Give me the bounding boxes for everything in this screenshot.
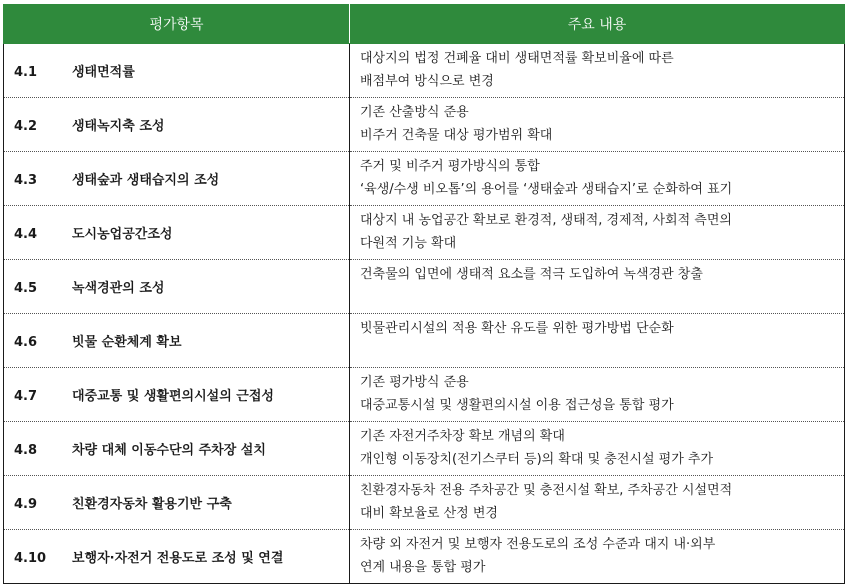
item-title: 생태면적률 [72,65,135,80]
main-content-cell [350,422,845,476]
evaluation-item-cell [4,206,350,260]
item-title: 보행자·자전거 전용도로 조성 및 연결 [72,551,284,566]
content-line: 대중교통시설 및 생활편의시설 이용 접근성을 통합 평가 [360,398,674,413]
content-line: 연계 내용을 통합 평가 [360,560,486,575]
main-content-cell [350,314,845,368]
item-number: 4.3 [14,173,38,188]
evaluation-item-cell [4,44,350,98]
content-line: 차량 외 자전거 및 보행자 전용도로의 조성 수준과 대지 내·외부 [360,537,716,552]
evaluation-item-cell [4,314,350,368]
table-row [4,152,845,206]
content-line: 친환경자동차 전용 주차공간 및 충전시설 확보, 주차공간 시설면적 [360,483,733,498]
item-number: 4.2 [14,119,38,134]
content-line: 주거 및 비주거 평가방식의 통합 [360,159,540,174]
evaluation-item-cell [4,476,350,530]
evaluation-item-cell [4,530,350,584]
content-line: 배점부여 방식으로 변경 [360,74,494,89]
table-row [4,314,845,368]
item-title: 빗물 순환체계 확보 [72,335,182,350]
content-line: 대상지 내 농업공간 확보로 환경적, 생태적, 경제적, 사회적 측면의 [360,213,732,228]
table-row [4,530,845,584]
content-line: 대비 확보율로 산정 변경 [360,506,498,521]
evaluation-table [3,4,845,584]
evaluation-item-cell [4,98,350,152]
content-line: ‘육생/수생 비오톱’의 용어를 ‘생태숲과 생태습지’로 순화하여 표기 [360,182,733,197]
item-number: 4.10 [14,551,47,566]
item-number: 4.7 [14,389,38,404]
item-number: 4.1 [14,65,38,80]
main-content-cell [350,152,845,206]
table-row [4,422,845,476]
content-line: 기존 자전거주차장 확보 개념의 확대 [360,429,565,444]
main-content-cell [350,260,845,314]
item-title: 도시농업공간조성 [72,227,173,242]
item-number: 4.4 [14,227,38,242]
header-evaluation-item: 평가항목 [4,5,350,44]
header-row [4,5,845,44]
evaluation-item-cell [4,368,350,422]
main-content-cell [350,368,845,422]
main-content-cell [350,44,845,98]
content-line: 개인형 이동장치(전기스쿠터 등)의 확대 및 충전시설 평가 추가 [360,452,714,467]
table-row [4,206,845,260]
table-row [4,476,845,530]
table-row [4,368,845,422]
table-row [4,260,845,314]
item-number: 4.9 [14,497,38,512]
content-line: 대상지의 법정 건폐율 대비 생태면적률 확보비율에 따른 [360,51,674,66]
item-number: 4.8 [14,443,38,458]
item-title: 생태녹지축 조성 [72,119,165,134]
table-row [4,98,845,152]
item-title: 생태숲과 생태습지의 조성 [72,173,220,188]
item-title: 녹색경관의 조성 [72,281,165,296]
item-title: 차량 대체 이동수단의 주차장 설치 [72,443,266,458]
main-content-cell [350,476,845,530]
evaluation-item-cell [4,152,350,206]
content-line: 건축물의 입면에 생태적 요소를 적극 도입하여 녹색경관 창출 [360,267,703,282]
table-row [4,44,845,98]
item-title: 대중교통 및 생활편의시설의 근접성 [72,389,274,404]
content-line: 다원적 기능 확대 [360,236,457,251]
header-main-content: 주요 내용 [350,5,845,44]
evaluation-item-cell [4,422,350,476]
main-content-cell [350,98,845,152]
main-content-cell [350,206,845,260]
main-content-cell [350,530,845,584]
evaluation-item-cell [4,260,350,314]
content-line: 기존 산출방식 준용 [360,105,469,120]
content-line: 기존 평가방식 준용 [360,375,469,390]
content-line: 빗물관리시설의 적용 확산 유도를 위한 평가방법 단순화 [360,321,674,336]
item-number: 4.5 [14,281,38,296]
item-number: 4.6 [14,335,38,350]
content-line [360,340,836,363]
item-title: 친환경자동차 활용기반 구축 [72,497,232,512]
content-line: 비주거 건축물 대상 평가범위 확대 [360,128,553,143]
content-line [360,286,836,309]
